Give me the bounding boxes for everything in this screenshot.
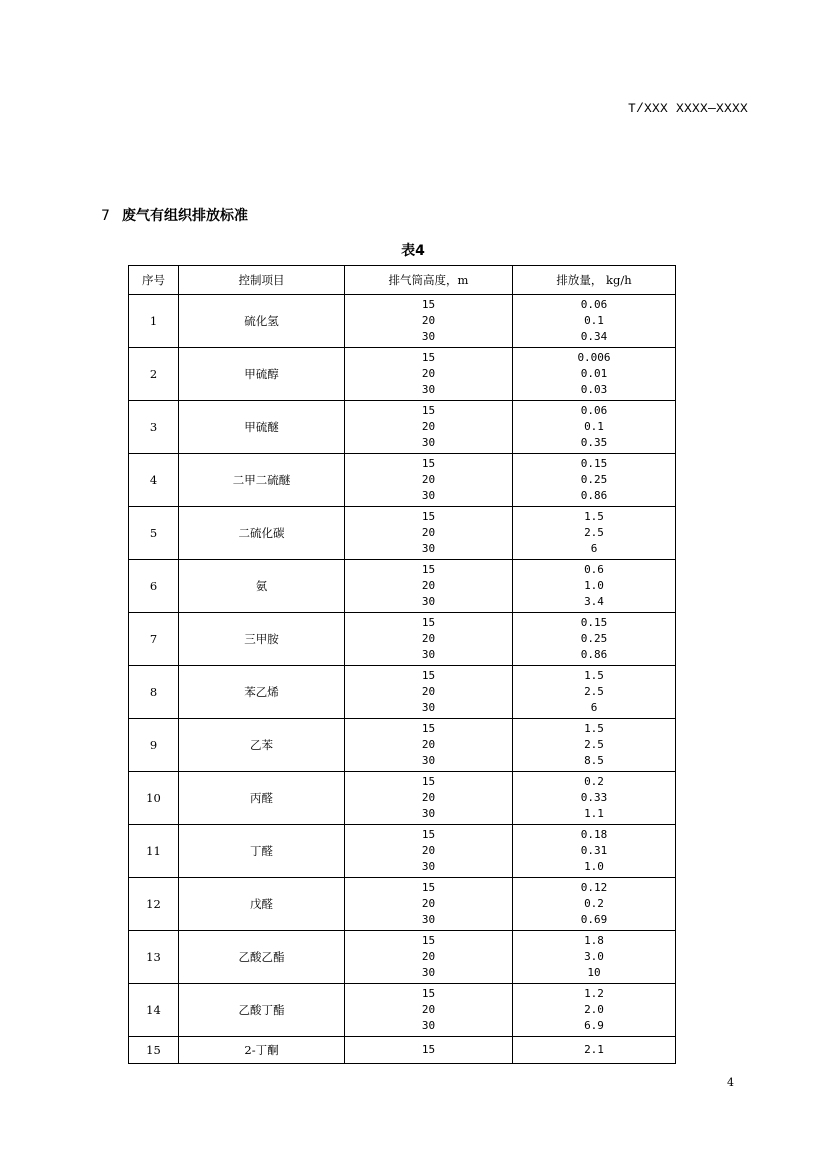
- emission-rate-value: 1.0: [584, 860, 604, 873]
- serial-number-cell: 10: [129, 772, 179, 825]
- stack-height-value: 30: [421, 595, 436, 608]
- emission-rate-value: 2.1: [584, 1043, 604, 1056]
- stack-height-cell: [345, 295, 513, 348]
- stack-height-cell: [345, 613, 513, 666]
- control-item-cell: 2-丁酮: [179, 1037, 345, 1064]
- emission-rate-cell: [513, 454, 676, 507]
- emission-rate-value: 0.33: [580, 791, 608, 804]
- stack-height-value: 15: [421, 404, 436, 417]
- emission-rate-cell: [513, 348, 676, 401]
- serial-number-cell: 2: [129, 348, 179, 401]
- emission-rate-value: 1.1: [584, 807, 604, 820]
- table-row: [129, 666, 676, 719]
- serial-number-cell: 9: [129, 719, 179, 772]
- emission-rate-value: 0.2: [584, 775, 604, 788]
- table-row: [129, 560, 676, 613]
- table-row: [129, 295, 676, 348]
- stack-height-value: 20: [421, 950, 436, 963]
- stack-height-cell: [345, 348, 513, 401]
- stack-height-value: 15: [421, 457, 436, 470]
- emission-rate-value: 0.15: [580, 616, 608, 629]
- emission-rate-value: 1.5: [584, 722, 604, 735]
- stack-height-cell: [345, 1037, 513, 1064]
- emission-standards-table: [128, 265, 676, 1064]
- control-item-cell: 二甲二硫醚: [179, 454, 345, 507]
- emission-rate-value: 1.5: [584, 669, 604, 682]
- stack-height-value: 20: [421, 473, 436, 486]
- header-serial-number: 序号: [129, 266, 179, 295]
- stack-height-value: 15: [421, 669, 436, 682]
- stack-height-value: 20: [421, 738, 436, 751]
- stack-height-value: 15: [421, 987, 436, 1000]
- emission-rate-value: 0.1: [584, 314, 604, 327]
- emission-rate-cell: [513, 666, 676, 719]
- control-item-cell: 硫化氢: [179, 295, 345, 348]
- emission-rate-value: 0.03: [580, 383, 608, 396]
- emission-rate-value: 1.5: [584, 510, 604, 523]
- control-item-cell: 乙酸乙酯: [179, 931, 345, 984]
- emission-rate-value: 0.35: [580, 436, 608, 449]
- stack-height-value: 15: [421, 828, 436, 841]
- serial-number-cell: 3: [129, 401, 179, 454]
- stack-height-value: 15: [421, 775, 436, 788]
- emission-rate-cell: [513, 613, 676, 666]
- emission-rate-value: 10: [587, 966, 601, 979]
- control-item-cell: 氨: [179, 560, 345, 613]
- emission-rate-value: 1.8: [584, 934, 604, 947]
- table-row: [129, 507, 676, 560]
- emission-rate-value: 3.0: [584, 950, 604, 963]
- serial-number-cell: 6: [129, 560, 179, 613]
- serial-number-cell: 7: [129, 613, 179, 666]
- emission-rate-value: 0.2: [584, 897, 604, 910]
- stack-height-cell: [345, 878, 513, 931]
- page-number: 4: [727, 1076, 734, 1089]
- table-row: [129, 613, 676, 666]
- stack-height-value: 20: [421, 579, 436, 592]
- stack-height-value: 30: [421, 754, 436, 767]
- stack-height-value: 20: [421, 420, 436, 433]
- section-heading: [101, 205, 248, 225]
- stack-height-value: 20: [421, 1003, 436, 1016]
- stack-height-value: 15: [421, 298, 436, 311]
- table-row: [129, 348, 676, 401]
- control-item-cell: 甲硫醇: [179, 348, 345, 401]
- stack-height-value: 30: [421, 542, 436, 555]
- table-row: [129, 401, 676, 454]
- emission-rate-cell: [513, 507, 676, 560]
- control-item-cell: 戊醛: [179, 878, 345, 931]
- stack-height-cell: [345, 401, 513, 454]
- emission-rate-value: 0.15: [580, 457, 608, 470]
- emission-rate-value: 0.6: [584, 563, 604, 576]
- emission-rate-value: 0.34: [580, 330, 608, 343]
- emission-rate-value: 6.9: [584, 1019, 604, 1032]
- emission-rate-value: 0.86: [580, 648, 608, 661]
- table-row: [129, 1037, 676, 1064]
- serial-number-cell: 5: [129, 507, 179, 560]
- table-row: [129, 719, 676, 772]
- control-item-cell: 丙醛: [179, 772, 345, 825]
- stack-height-value: 30: [421, 1019, 436, 1032]
- emission-rate-value: 0.18: [580, 828, 608, 841]
- emission-rate-value: 3.4: [584, 595, 604, 608]
- control-item-cell: 乙酸丁酯: [179, 984, 345, 1037]
- stack-height-value: 30: [421, 648, 436, 661]
- emission-rate-value: 0.86: [580, 489, 608, 502]
- stack-height-value: 30: [421, 966, 436, 979]
- stack-height-cell: [345, 507, 513, 560]
- standard-code: T/XXX XXXX—XXXX: [627, 101, 748, 116]
- section-title-text: 废气有组织排放标准: [122, 208, 248, 224]
- serial-number-cell: 4: [129, 454, 179, 507]
- table-row: [129, 931, 676, 984]
- emission-rate-value: 0.25: [580, 473, 608, 486]
- stack-height-cell: [345, 666, 513, 719]
- stack-height-value: 20: [421, 526, 436, 539]
- stack-height-value: 20: [421, 367, 436, 380]
- table-body: [129, 295, 676, 1064]
- stack-height-value: 15: [421, 616, 436, 629]
- stack-height-value: 30: [421, 701, 436, 714]
- stack-height-cell: [345, 931, 513, 984]
- stack-height-value: 15: [421, 563, 436, 576]
- stack-height-value: 30: [421, 330, 436, 343]
- emission-rate-value: 2.0: [584, 1003, 604, 1016]
- control-item-cell: 乙苯: [179, 719, 345, 772]
- control-item-cell: 三甲胺: [179, 613, 345, 666]
- stack-height-value: 20: [421, 844, 436, 857]
- serial-number-cell: 13: [129, 931, 179, 984]
- emission-rate-value: 0.12: [580, 881, 608, 894]
- stack-height-value: 15: [421, 934, 436, 947]
- control-item-cell: 二硫化碳: [179, 507, 345, 560]
- stack-height-value: 15: [421, 510, 436, 523]
- stack-height-value: 20: [421, 632, 436, 645]
- serial-number-cell: 8: [129, 666, 179, 719]
- stack-height-value: 30: [421, 913, 436, 926]
- control-item-cell: 丁醛: [179, 825, 345, 878]
- emission-rate-cell: [513, 984, 676, 1037]
- stack-height-value: 20: [421, 791, 436, 804]
- emission-rate-value: 2.5: [584, 738, 604, 751]
- header-stack-height: 排气筒高度，m: [345, 266, 513, 295]
- table-header-row: [129, 266, 676, 295]
- emission-rate-cell: [513, 1037, 676, 1064]
- serial-number-cell: 14: [129, 984, 179, 1037]
- emission-rate-cell: [513, 825, 676, 878]
- emission-rate-cell: [513, 401, 676, 454]
- emission-rate-value: 0.25: [580, 632, 608, 645]
- stack-height-value: 15: [421, 722, 436, 735]
- table-row: [129, 878, 676, 931]
- header-control-item: 控制项目: [179, 266, 345, 295]
- emission-rate-value: 2.5: [584, 685, 604, 698]
- stack-height-value: 20: [421, 897, 436, 910]
- table-caption: 表4: [401, 243, 425, 259]
- table-row: [129, 825, 676, 878]
- stack-height-cell: [345, 560, 513, 613]
- serial-number-cell: 12: [129, 878, 179, 931]
- header-emission-rate: 排放量， kg/h: [513, 266, 676, 295]
- emission-rate-cell: [513, 560, 676, 613]
- emission-rate-value: 6: [590, 701, 598, 714]
- stack-height-value: 30: [421, 383, 436, 396]
- emission-rate-cell: [513, 719, 676, 772]
- emission-rate-cell: [513, 931, 676, 984]
- section-number: 7: [101, 208, 110, 224]
- serial-number-cell: 15: [129, 1037, 179, 1064]
- control-item-cell: 苯乙烯: [179, 666, 345, 719]
- emission-rate-value: 0.69: [580, 913, 608, 926]
- emission-rate-cell: [513, 295, 676, 348]
- emission-rate-value: 8.5: [584, 754, 604, 767]
- table-row: [129, 984, 676, 1037]
- stack-height-value: 15: [421, 881, 436, 894]
- stack-height-value: 30: [421, 807, 436, 820]
- stack-height-value: 15: [421, 1043, 436, 1056]
- emission-rate-value: 1.2: [584, 987, 604, 1000]
- emission-rate-value: 6: [590, 542, 598, 555]
- table-row: [129, 772, 676, 825]
- emission-rate-value: 0.006: [577, 351, 611, 364]
- stack-height-cell: [345, 772, 513, 825]
- emission-rate-value: 2.5: [584, 526, 604, 539]
- stack-height-value: 30: [421, 489, 436, 502]
- emission-rate-value: 0.06: [580, 404, 608, 417]
- stack-height-value: 30: [421, 860, 436, 873]
- emission-rate-cell: [513, 772, 676, 825]
- stack-height-value: 20: [421, 314, 436, 327]
- stack-height-value: 15: [421, 351, 436, 364]
- emission-rate-value: 0.01: [580, 367, 608, 380]
- stack-height-cell: [345, 825, 513, 878]
- serial-number-cell: 1: [129, 295, 179, 348]
- control-item-cell: 甲硫醚: [179, 401, 345, 454]
- stack-height-cell: [345, 719, 513, 772]
- stack-height-value: 20: [421, 685, 436, 698]
- emission-rate-value: 0.1: [584, 420, 604, 433]
- emission-rate-cell: [513, 878, 676, 931]
- stack-height-cell: [345, 984, 513, 1037]
- table-row: [129, 454, 676, 507]
- emission-rate-value: 0.06: [580, 298, 608, 311]
- serial-number-cell: 11: [129, 825, 179, 878]
- stack-height-value: 30: [421, 436, 436, 449]
- emission-rate-value: 1.0: [584, 579, 604, 592]
- emission-rate-value: 0.31: [580, 844, 608, 857]
- stack-height-cell: [345, 454, 513, 507]
